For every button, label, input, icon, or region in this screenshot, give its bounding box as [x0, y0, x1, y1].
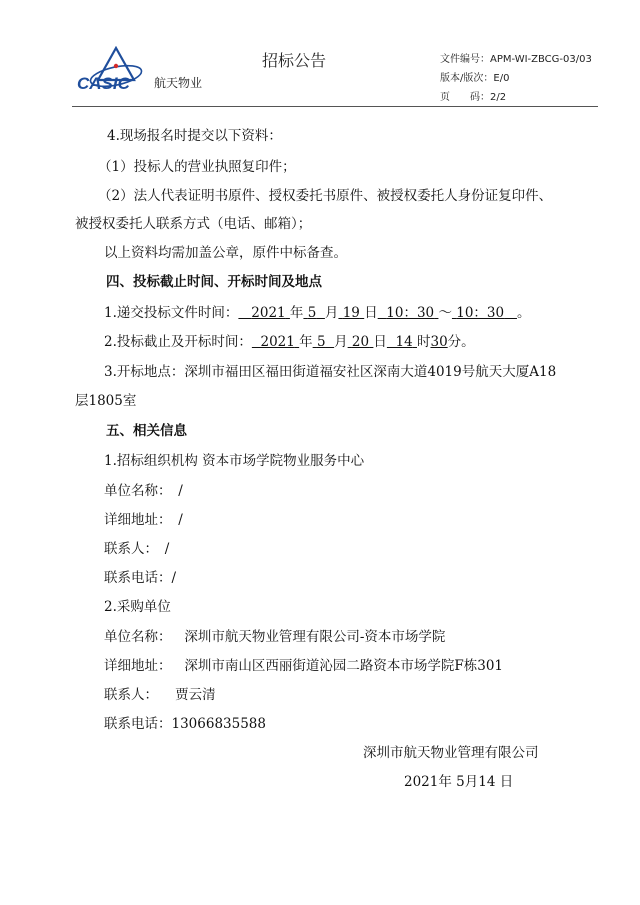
meta-version: 版本/版次：E/0 [440, 73, 510, 84]
item-4-2-line1: （2）法人代表证明书原件、授权委托书原件、被授权委托人身份证复印件、 [98, 188, 553, 204]
agency-address: 详细地址： / [104, 512, 183, 528]
opening-location-line2: 层1805室 [75, 393, 137, 409]
meta-doc-number: 文件编号：APM-WI-ZBCG-03/03 [440, 54, 592, 65]
item-4-note: 以上资料均需加盖公章，原件中标备查。 [104, 245, 347, 261]
agency-unit-name: 单位名称： / [104, 483, 183, 499]
agency-title: 1.招标组织机构 资本市场学院物业服务中心 [104, 453, 365, 469]
buyer-unit-name: 单位名称： 深圳市航天物业管理有限公司-资本市场学院 [104, 629, 446, 645]
deadline-time-line: 2.投标截止及开标时间： 2021 年 5 月 20 日 14 时30分。 [104, 334, 475, 350]
section-4-title: 四、投标截止时间、开标时间及地点 [106, 274, 322, 290]
item-4-1: （1）投标人的营业执照复印件； [98, 159, 296, 175]
signature-date: 2021年 5月14 日 [404, 774, 514, 790]
buyer-title: 2.采购单位 [104, 599, 171, 615]
agency-phone: 联系电话：/ [104, 570, 177, 586]
item-4-2-line2: 被授权委托人联系方式（电话、邮箱）； [75, 216, 312, 232]
buyer-contact: 联系人： 贾云清 [104, 687, 216, 703]
document-header [72, 44, 598, 110]
item-4-heading: 4.现场报名时提交以下资料： [107, 128, 282, 144]
buyer-phone: 联系电话：13066835588 [104, 716, 266, 732]
logo-chinese-name: 航天物业 [154, 76, 203, 90]
submit-time-line: 1.递交投标文件时间： 2021 年 5 月 19 日 10：30 ～ 10：30 。 [104, 305, 531, 321]
section-5-title: 五、相关信息 [106, 423, 187, 439]
logo-wordmark: CASIC [77, 74, 130, 93]
document-meta [440, 50, 592, 107]
signature-company: 深圳市航天物业管理有限公司 [363, 745, 539, 761]
meta-page-number: 页 码：2/2 [440, 92, 507, 103]
opening-location-line1: 3.开标地点：深圳市福田区福田街道福安社区深南大道4019号航天大厦A18 [104, 364, 557, 380]
casic-logo-icon [76, 46, 156, 98]
company-logo [76, 46, 226, 98]
buyer-address: 详细地址： 深圳市南山区西丽街道沁园二路资本市场学院F栋301 [104, 658, 504, 674]
document-title: 招标公告 [262, 51, 327, 70]
agency-contact: 联系人： / [104, 541, 170, 557]
header-divider [72, 106, 598, 107]
